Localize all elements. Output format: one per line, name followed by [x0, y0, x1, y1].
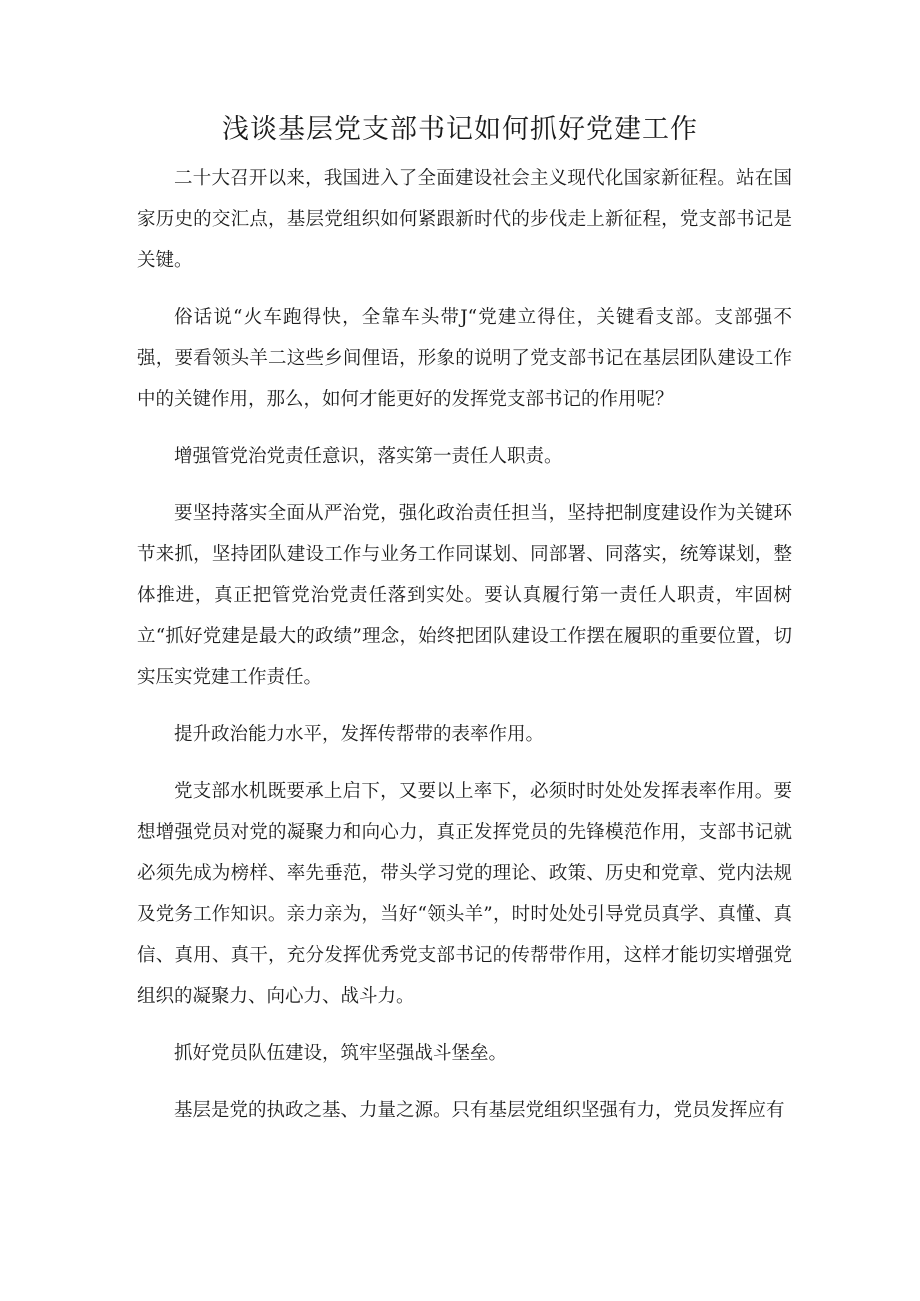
document-body [137, 158, 792, 1147]
section-heading-political-ability: 提升政治能力水平，发挥传帮带的表率作用。 [174, 724, 545, 745]
paragraph-proverb: 俗话说“火车跑得快，全靠车头带J“党建立得住，关键看支部。支部强不强，要看领头羊二这些乡间俚语，形象的说明了党支部书记在基层团队建设工作中的关键作用，那么，如何才能更好的发挥党支部书记的作用呢？ [137, 307, 792, 410]
paragraph-team-building: 基层是党的执政之基、力量之源。只有基层党组织坚强有力，党员发挥应有 [174, 1100, 785, 1121]
section-heading-responsibility: 增强管党治党责任意识，落实第一责任人职责。 [174, 446, 563, 467]
paragraph-responsibility: 要坚持落实全面从严治党，强化政治责任担当，坚持把制度建设作为关键环节来抓，坚持团队建设工作与业务工作同谋划、同部署、同落实，统筹谋划，整体推进，真正把管党治党责任落到实处。要认真履行第一责任人职责，牢固树立“抓好党建是最大的政绩”理念，始终把团队建设工作摆在履职的重要位置，切实压实党建工作责任。 [137, 503, 792, 688]
paragraph-political-ability: 党支部水机既要承上启下，又要以上率下，必须时时处处发挥表率作用。要想增强党员对党的凝聚力和向心力，真正发挥党员的先锋模范作用，支部书记就必须先成为榜样、率先垂范，带头学习党的理论、政策、历史和党章、党内法规及党务工作知识。亲力亲为，当好“领头羊”，时时处处引导党员真学、真懂、真信、真用、真干，充分发挥优秀党支部书记的传帮带作用，这样才能切实增强党组织的凝聚力、向心力、战斗力。 [137, 781, 792, 1007]
document-title: 浅谈基层党支部书记如何抓好党建工作 [222, 114, 698, 145]
section-heading-team-building: 抓好党员队伍建设，筑牢坚强战斗堡垒。 [174, 1043, 508, 1064]
paragraph-intro: 二十大召开以来，我国进入了全面建设社会主义现代化国家新征程。站在国家历史的交汇点，基层党组织如何紧跟新时代的步伐走上新征程，党支部书记是关键。 [137, 168, 792, 271]
